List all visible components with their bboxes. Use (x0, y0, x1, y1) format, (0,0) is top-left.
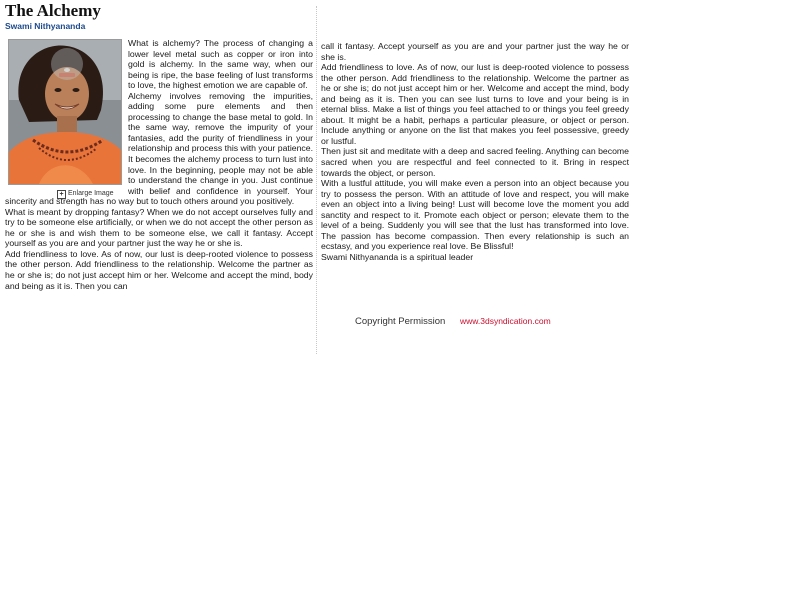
paragraph: What is meant by dropping fantasy? When we do not accept ourselves fully and try to be someone else artificially, or when we do not accept the other person as he or she is and wish them to be someone else, we call it fantasy. Accept yourself as you are and your partner just the way he or she is. (5, 206, 313, 249)
paragraph: With a lustful attitude, you will make even a person into an object because you try to possess the person. With an attitude of love and respect, you will make even an object into a living being! Lust will become love the moment you add sanctity and respect to it. Promote each object or person; elevate them to the level of a being. Suddenly you will see that the lust has transformed into love. The passion has become compassion. Then every relationship is such an ecstasy, and you experience real love. Be Blissful! (321, 178, 629, 252)
paragraph: call it fantasy. Accept yourself as you are and your partner just the way he or she is. (321, 41, 629, 62)
enlarge-image-label: Enlarge Image (68, 190, 114, 197)
photo-box (5, 38, 123, 196)
author-photo[interactable] (8, 39, 122, 185)
syndication-link[interactable]: www.3dsyndication.com (459, 316, 551, 326)
plus-box-icon: + (57, 190, 66, 199)
column-divider (316, 6, 317, 354)
article-title: The Alchemy (5, 1, 101, 20)
enlarge-image-link[interactable] (57, 189, 114, 200)
article-column-2 (321, 41, 629, 311)
paragraph: Add friendliness to love. As of now, our lust is deep-rooted violence to possess the other person. Add friendliness to the relationship. Welcome the partner as he or she is; do not just accept him or her. Welcome and accept the mind, body and being as it is. Then you can see lust turns to love and your being is in eternal bliss. Make a list of things you feel attached to or things you feel greedy about. It might be a habit, perhaps a particular pleasure, or object or person. Include anything or anyone on the list that makes you feel possessive, greedy or lustful. (321, 62, 629, 146)
portrait-illustration (9, 40, 121, 184)
paragraph: Then just sit and meditate with a deep and sacred feeling. Anything can become sacred when you are respectful and feel connected to it. Bring in respect towards the object, or person. (321, 146, 629, 178)
paragraph: Add friendliness to love. As of now, our lust is deep-rooted violence to possess the other person. Add friendliness to the relationship. Welcome the partner as he or she is; do not just accept him or her. Welcome and accept the mind, body and being as it is. Then you can (5, 248, 313, 291)
article-column-1 (5, 38, 313, 356)
author-note: Swami Nithyananda is a spiritual leader (321, 251, 474, 262)
author-byline[interactable]: Swami Nithyananda (5, 21, 86, 31)
paragraph: Alchemy involves removing the impurities, adding some pure elements and then processing to change the base metal to gold. In the same way, remove the impurity of your fantasies, add the purity of friendliness in your relationship and process this with your patience. It becomes the alchemy process to turn lust into love. In the beginning, people may not be able to understand the change in you. Just continue with belief and confidence in yourself. Your sincerity and strength has no way but to touch others around you positively. (5, 90, 313, 207)
copyright-label: Copyright Permission (355, 316, 446, 327)
copyright-footer (355, 316, 551, 327)
paragraph: What is alchemy? The process of changing a lower level metal such as copper or iron into gold is alchemy. In the same way, when our being is ripe, the base feeling of lust transforms to love, the highest emotion we are capable of. (128, 38, 313, 91)
